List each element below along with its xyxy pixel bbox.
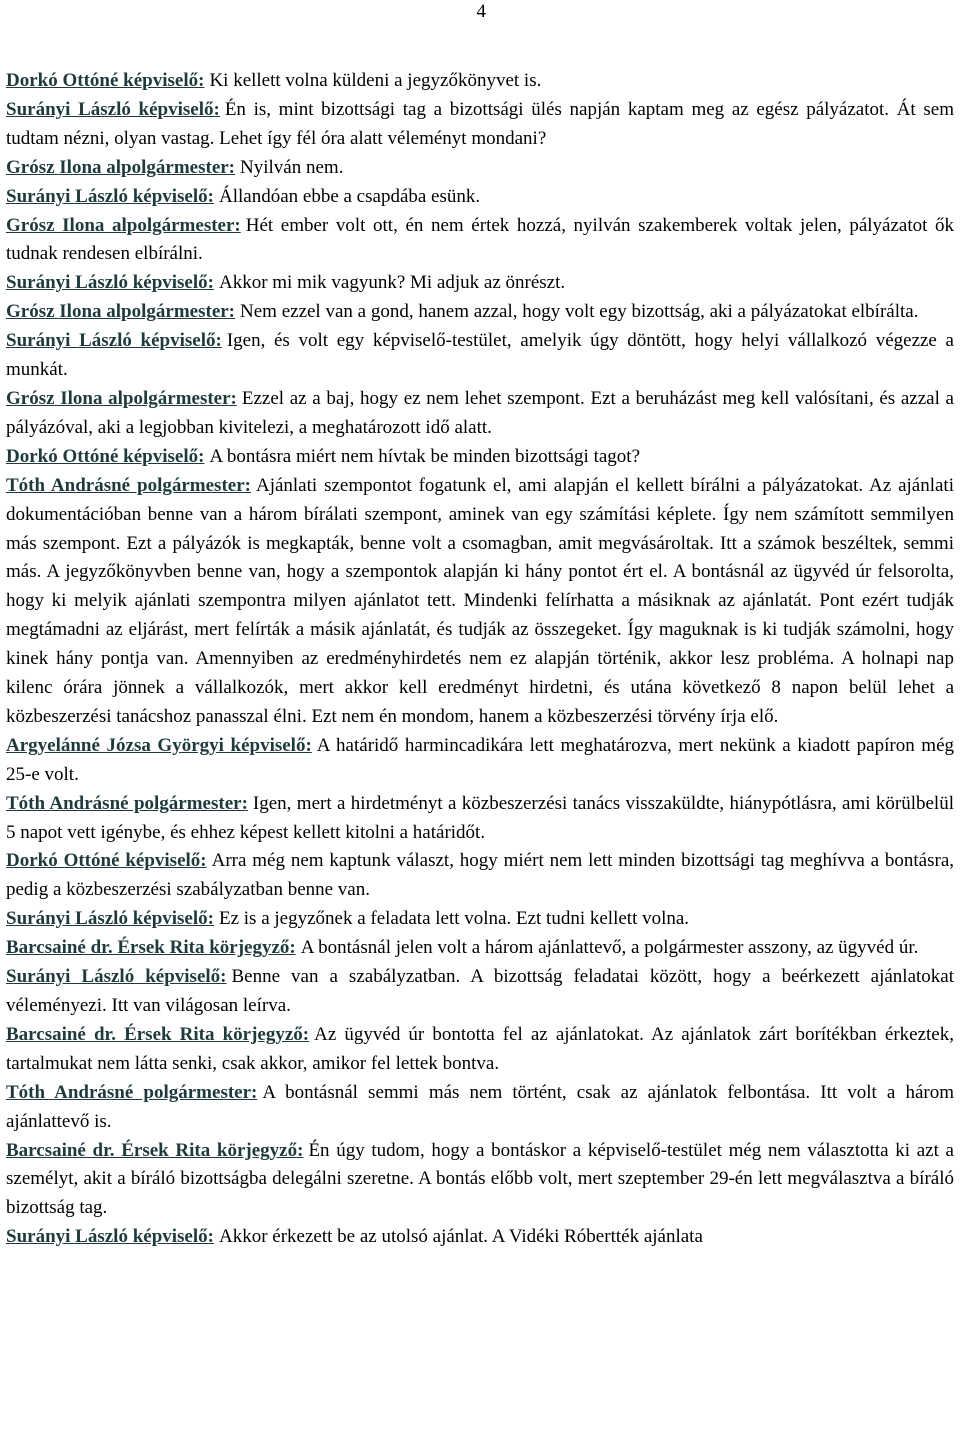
speaker-name: Barcsainé dr. Érsek Rita körjegyző: bbox=[6, 1139, 304, 1161]
paragraph bbox=[6, 269, 954, 298]
paragraph bbox=[6, 183, 954, 212]
minutes-text bbox=[6, 67, 954, 1252]
speech-text: Akkor érkezett be az utolsó ajánlat. A Vidéki Róbertték ajánlata bbox=[218, 1226, 703, 1248]
speech-text: A határidő harmincadikára lett meghatározva, mert nekünk a kiadott papíron még 25-e volt. bbox=[6, 734, 955, 785]
paragraph bbox=[6, 1137, 954, 1224]
speaker-name: Barcsainé dr. Érsek Rita körjegyző: bbox=[6, 937, 296, 959]
page-number: 4 bbox=[476, 1, 486, 22]
speech-text: A bontásnál jelen volt a három ajánlattevő, a polgármester asszony, az ügyvéd úr. bbox=[300, 937, 919, 959]
speaker-name: Surányi László képviselő: bbox=[6, 330, 222, 352]
paragraph bbox=[6, 1021, 954, 1079]
speech-text: Igen, és volt egy képviselő-testület, amelyik úgy döntött, hogy helyi vállalkozó végezze a munkát. bbox=[6, 330, 954, 381]
paragraph bbox=[6, 963, 954, 1021]
speaker-name: Surányi László képviselő: bbox=[6, 272, 214, 294]
paragraph bbox=[6, 1223, 954, 1252]
speaker-name: Surányi László képviselő: bbox=[6, 185, 214, 207]
speech-text: Arra még nem kaptunk választ, hogy miért nem lett minden bizottsági tag meghívva a bontásra, pedig a közbeszerzési szabályzatban benne van. bbox=[6, 850, 954, 901]
paragraph bbox=[6, 934, 954, 963]
speaker-name: Tóth Andrásné polgármester: bbox=[6, 474, 251, 496]
speech-text: Ez is a jegyzőnek a feladata lett volna. Ezt tudni kellett volna. bbox=[218, 908, 690, 930]
speaker-name: Dorkó Ottóné képviselő: bbox=[6, 850, 207, 872]
speaker-name: Argyelánné Józsa Györgyi képviselő: bbox=[6, 734, 312, 756]
speaker-name: Grósz Ilona alpolgármester: bbox=[6, 301, 236, 323]
speaker-name: Surányi László képviselő: bbox=[6, 908, 214, 930]
speech-text: A bontásnál semmi más nem történt, csak az ajánlatok felbontása. Itt volt a három ajánlattevő is. bbox=[6, 1081, 954, 1132]
speech-text: Ki kellett volna küldeni a jegyzőkönyvet is. bbox=[209, 70, 542, 91]
speech-text: Benne van a szabályzatban. A bizottság feladatai között, hogy a beérkezett ajánlatokat véleményezi. Itt van világosan leírva. bbox=[6, 966, 954, 1016]
speaker-name: Grósz Ilona alpolgármester: bbox=[6, 387, 237, 409]
speaker-name: Grósz Ilona alpolgármester: bbox=[6, 214, 241, 236]
speaker-name: Dorkó Ottóné képviselő: bbox=[6, 70, 205, 91]
paragraph bbox=[6, 732, 954, 790]
paragraph bbox=[6, 327, 954, 385]
speech-text: Ajánlati szempontot fogatunk el, ami alapján el kellett bírálni a pályázatokat. Az ajánlati dokumentációban benne van a három bírálati szempont, aminek van egy számítási képlete. Így nem számított semmilyen más szempont. Ezt a pályázók is megkapták, benne volt a csomagban, amit megvásároltak. Itt a számok beszéltek, semmi más. A jegyzőkönyvben benne van, hogy a szempontok alapján ki hány pontot ért el. A bontásnál az ügyvéd úr felsorolta, hogy ki melyik ajánlati szempontra milyen ajánlatot tett. Mindenki felírhatta a másiknak az ajánlatát. Pont ezért tudják megtámadni az eljárást, mert felírták a másik ajánlatát, és tudják az összegeket. Így maguknak is ki tudják számolni, hogy kinek hány pontja van. Amennyiben az eredményhirdetés nem ez alapján történik, akkor lesz probléma. A holnapi nap kilenc órára jönnek a vállalkozók, mert akkor kell eredményt hirdetni, és utána következő 8 napon belül lehet a közbeszerzési tanácshoz panasszal élni. Ezt nem én mondom, hanem a közbeszerzési törvény írja elő. bbox=[6, 474, 954, 727]
speech-text: Nem ezzel van a gond, hanem azzal, hogy volt egy bizottság, aki a pályázatokat elbírálta. bbox=[240, 301, 919, 323]
speech-text: Én is, mint bizottsági tag a bizottsági ülés napján kaptam meg az egész pályázatot. Át sem tudtam nézni, olyan vastag. Lehet így fél óra alatt véleményt mondani? bbox=[6, 98, 954, 149]
speaker-name: Grósz Ilona alpolgármester: bbox=[6, 156, 236, 178]
paragraph bbox=[6, 298, 954, 327]
speaker-name: Surányi László képviselő: bbox=[6, 98, 220, 120]
speech-text: Hét ember volt ott, én nem értek hozzá, nyilván szakemberek voltak jelen, pályázatot ők tudnak rendesen elbírálni. bbox=[6, 214, 954, 265]
speech-text: A bontásra miért nem hívtak be minden bizottsági tagot? bbox=[209, 445, 640, 467]
paragraph bbox=[6, 67, 954, 96]
speech-text: Nyilván nem. bbox=[240, 156, 344, 178]
paragraph bbox=[6, 790, 954, 848]
paragraph bbox=[6, 154, 954, 183]
paragraph bbox=[6, 472, 954, 732]
speaker-name: Surányi László képviselő: bbox=[6, 1226, 214, 1248]
paragraph bbox=[6, 212, 954, 270]
speech-text: Az ügyvéd úr bontotta fel az ajánlatokat. Az ajánlatok zárt borítékban érkeztek, tartalmukat nem látta senki, csak akkor, amikor fel lettek bontva. bbox=[6, 1023, 954, 1074]
paragraph bbox=[6, 847, 954, 905]
paragraph bbox=[6, 1079, 954, 1137]
speaker-name: Dorkó Ottóné képviselő: bbox=[6, 445, 205, 467]
paragraph bbox=[6, 905, 954, 934]
paragraph bbox=[6, 385, 954, 443]
paragraph bbox=[6, 443, 954, 472]
speaker-name: Tóth Andrásné polgármester: bbox=[6, 1081, 258, 1103]
speaker-name: Tóth Andrásné polgármester: bbox=[6, 792, 248, 814]
speech-text: Ezzel az a baj, hogy ez nem lehet szempont. Ezt a beruházást meg kell valósítani, és azzal a pályázóval, aki a legjobban kivitelezi, a meghatározott idő alatt. bbox=[6, 387, 954, 438]
speaker-name: Surányi László képviselő: bbox=[6, 966, 227, 988]
paragraph bbox=[6, 96, 954, 154]
speech-text: Állandóan ebbe a csapdába esünk. bbox=[218, 185, 481, 207]
speech-text: Akkor mi mik vagyunk? Mi adjuk az önrészt. bbox=[218, 272, 566, 294]
speaker-name: Barcsainé dr. Érsek Rita körjegyző: bbox=[6, 1023, 310, 1045]
speech-text: Igen, mert a hirdetményt a közbeszerzési tanács visszaküldte, hiánypótlásra, ami körülbelül 5 napot vett igénybe, és ehhez képest kellett kitolni a határidőt. bbox=[6, 792, 954, 843]
speech-text: Én úgy tudom, hogy a bontáskor a képviselő-testület még nem választotta ki azt a személyt, akit a bíráló bizottságba delegálni szeretne. A bontás előbb volt, mert szeptember 29-én lett megválasztva a bíráló bizottság tag. bbox=[6, 1139, 954, 1219]
